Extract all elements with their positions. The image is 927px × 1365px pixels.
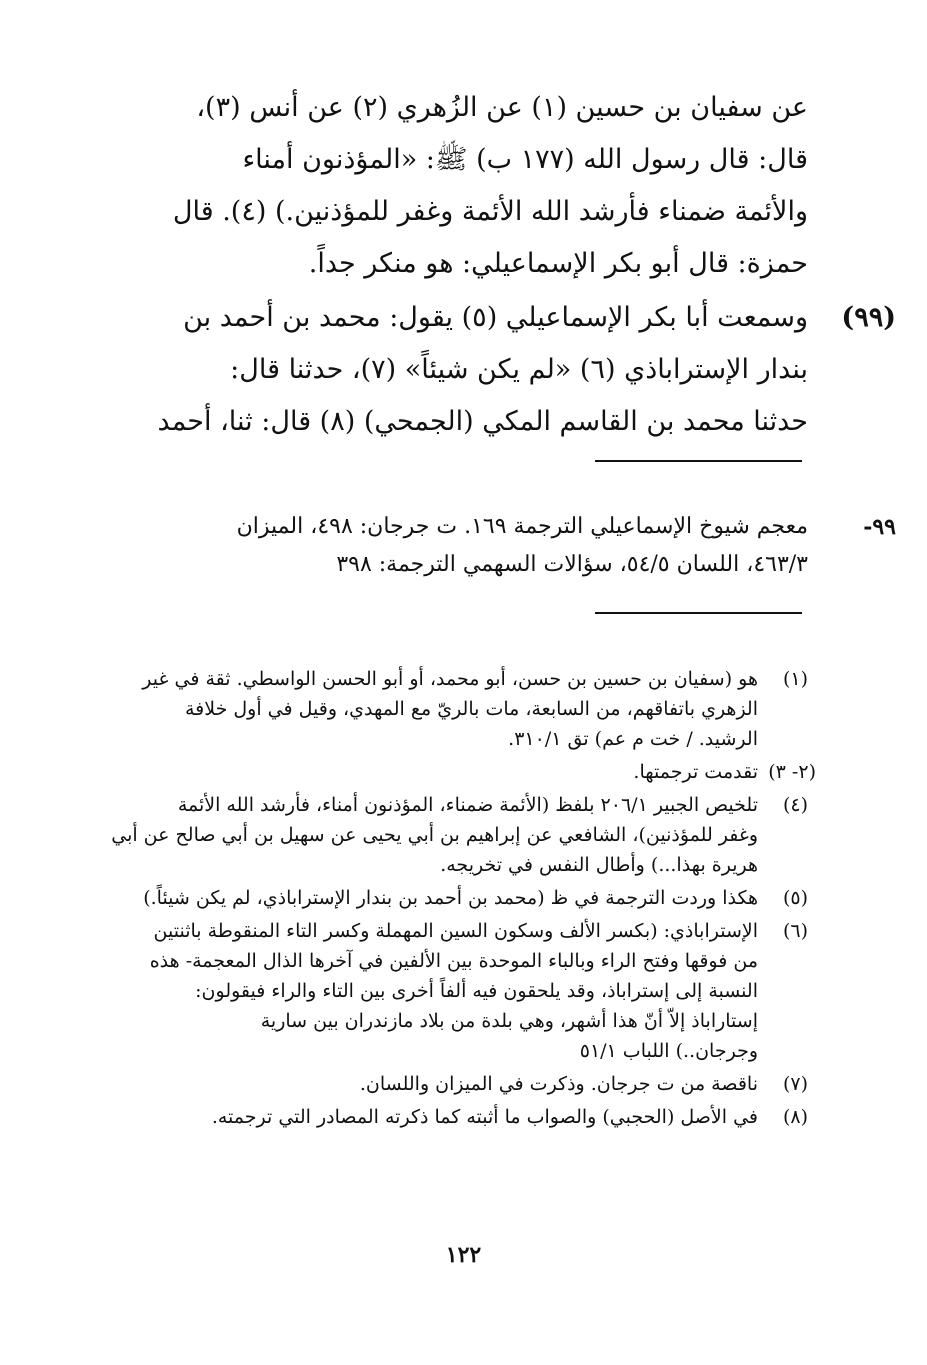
footnote-number: (٨) bbox=[782, 1106, 808, 1128]
footnote-4 bbox=[108, 790, 808, 880]
footnote-2-3 bbox=[108, 757, 816, 787]
text-line: ٤٦٣/٣، اللسان ٥٤/٥، سؤالات السهمي الترجمة: ٣٩٨ bbox=[336, 552, 808, 577]
footnote-number: (٢- ٣) bbox=[768, 761, 816, 783]
text-line: ناقصة من ت جرجان. وذكرت في الميزان واللسان. bbox=[359, 1073, 758, 1095]
footnote-7 bbox=[108, 1069, 808, 1099]
text-line: قال: قال رسول الله (١٧٧ ب) ﷺ: «المؤذنون أمناء bbox=[242, 144, 808, 175]
footnote-6 bbox=[108, 916, 808, 1066]
text-line: في الأصل (الحجبي) والصواب ما أثبته كما ذكرته المصادر التي ترجمته. bbox=[211, 1106, 758, 1128]
paragraph-number: (٩٩) bbox=[841, 302, 896, 333]
text-line: تقدمت ترجمتها. bbox=[633, 761, 758, 783]
text-line: عن سفيان بن حسين (١) عن الزُهري (٢) عن أنس (٣)، bbox=[196, 92, 808, 123]
text-line: إستاراباذ إلاّ أنّ هذا أشهر، وهي بلدة من بلاد مازندران بين سارية bbox=[260, 1010, 758, 1032]
sources-note bbox=[108, 508, 896, 584]
divider-rule bbox=[595, 460, 802, 462]
footnote-number: (٧) bbox=[782, 1073, 808, 1095]
footnote-8 bbox=[108, 1102, 808, 1132]
text-line: الإستراباذي: (بكسر الألف وسكون السين المهملة وكسر التاء المنقوطة باثنتين bbox=[153, 920, 758, 942]
text-line: والأئمة ضمناء فأرشد الله الأئمة وغفر للمؤذنين.) (٤). قال bbox=[172, 196, 808, 227]
text-line: الرشيد. / خت م عم) تق ٣١٠/١. bbox=[508, 728, 758, 750]
paragraph-99 bbox=[108, 292, 896, 448]
text-line: هو (سفيان بن حسين بن حسن، أبو محمد، أو أبو الحسن الواسطي. ثقة في غير bbox=[142, 668, 758, 690]
text-line: وجرجان..) اللباب ٥١/١ bbox=[579, 1040, 758, 1062]
paragraph-hadith bbox=[108, 82, 808, 290]
page-number: ١٢٢ bbox=[445, 1242, 482, 1268]
footnote-5 bbox=[108, 883, 808, 913]
text-line: النسبة إلى إستراباذ، وقد يلحقون فيه ألفاً أخرى بين التاء والراء فيقولون: bbox=[195, 980, 758, 1002]
text-line: وغفر للمؤذنين)، الشافعي عن إبراهيم بن أبي يحيى عن سهيل بن أبي صالح عن أبي bbox=[111, 824, 758, 846]
footnote-number: (١) bbox=[782, 668, 808, 690]
text-line: معجم شيوخ الإسماعيلي الترجمة ١٦٩. ت جرجان: ٤٩٨، الميزان bbox=[236, 514, 808, 539]
text-line: من فوقها وفتح الراء وبالباء الموحدة بين الألفين في آخرها الذال المعجمة- هذه bbox=[149, 950, 758, 972]
footnotes bbox=[108, 664, 816, 1135]
text-line: هكذا وردت الترجمة في ظ (محمد بن أحمد بن بندار الإستراباذي، لم يكن شيئاً.) bbox=[143, 887, 758, 909]
footnote-number: (٥) bbox=[782, 887, 808, 909]
main-text bbox=[108, 82, 896, 448]
source-number: ٩٩- bbox=[863, 514, 896, 540]
text-line: الزهري باتفاقهم، من السابعة، مات بالريّ مع المهدي، وقيل في أول خلافة bbox=[184, 698, 758, 720]
text-line: تلخيص الجبير ٢٠٦/١ بلفظ (الأئمة ضمناء، المؤذنون أمناء، فأرشد الله الأئمة bbox=[177, 794, 758, 816]
divider-rule bbox=[595, 612, 802, 614]
text-line: حمزة: قال أبو بكر الإسماعيلي: هو منكر جداً. bbox=[308, 248, 808, 279]
text-line: حدثنا محمد بن القاسم المكي (الجمحي) (٨) قال: ثنا، أحمد bbox=[157, 406, 808, 437]
text-line: وسمعت أبا بكر الإسماعيلي (٥) يقول: محمد بن أحمد بن bbox=[183, 302, 808, 333]
footnote-number: (٤) bbox=[782, 794, 808, 816]
text-line: هريرة بهذا...) وأطال النفس في تخريجه. bbox=[440, 854, 758, 876]
footnote-number: (٦) bbox=[782, 920, 808, 942]
footnote-1 bbox=[108, 664, 808, 754]
text-line: بندار الإستراباذي (٦) «لم يكن شيئاً» (٧)، حدثنا قال: bbox=[230, 354, 808, 385]
